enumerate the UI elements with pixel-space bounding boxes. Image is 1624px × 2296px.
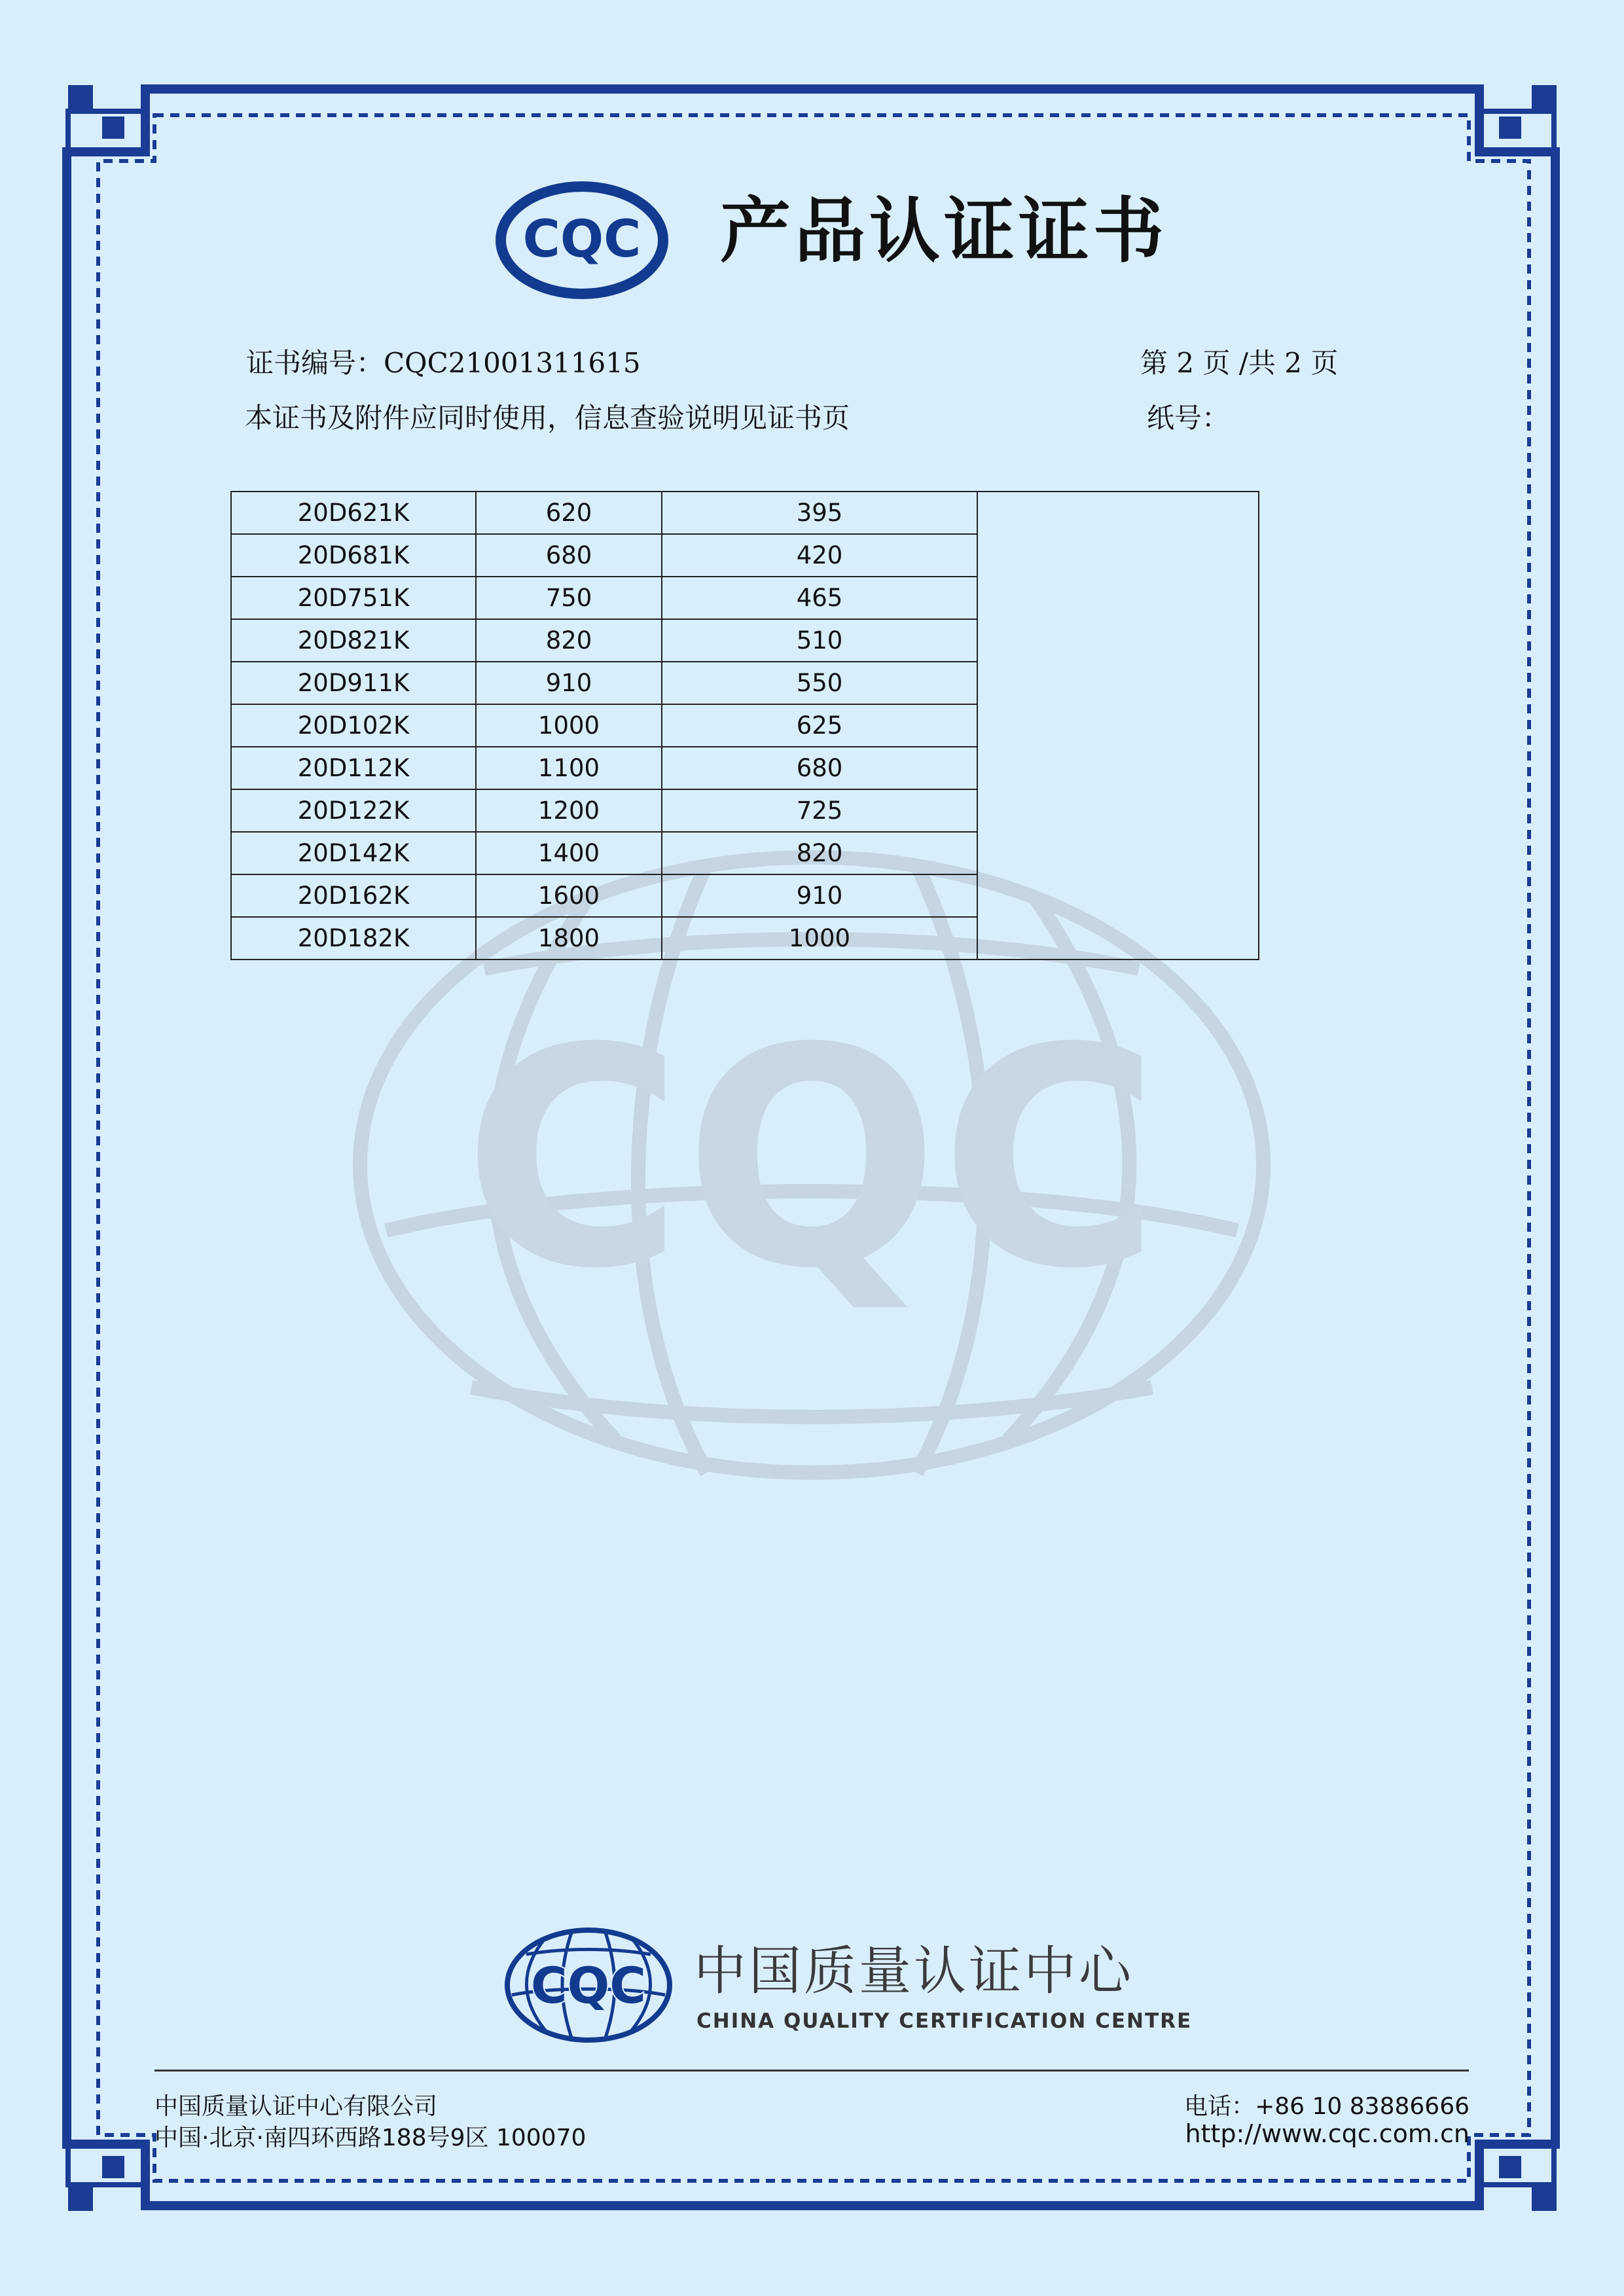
footer-logo-text: CQC — [530, 1956, 647, 2015]
model-cell: 20D681K — [231, 534, 476, 577]
voltage-cell: 1400 — [476, 832, 662, 874]
voltage-cell: 1800 — [476, 917, 662, 960]
logo-text: CQC — [522, 210, 641, 269]
usage-notice: 本证书及附件应同时使用，信息查验说明见证书页 — [245, 402, 850, 434]
rating-cell: 465 — [662, 577, 977, 619]
website-link[interactable]: http://www.cqc.com.cn — [1185, 2119, 1470, 2148]
rating-cell: 395 — [662, 492, 977, 534]
rating-cell: 725 — [662, 789, 977, 832]
rating-cell: 1000 — [662, 917, 977, 960]
cert-number-label: 证书编号： — [246, 347, 384, 379]
page-title: 产品认证证书 — [720, 190, 1168, 272]
rating-cell: 420 — [662, 534, 977, 577]
voltage-cell: 1000 — [476, 704, 662, 747]
voltage-cell: 820 — [476, 619, 662, 662]
org-name-cn: 中国质量认证中心 — [694, 1941, 1134, 2001]
merged-empty-cell — [977, 492, 1259, 960]
model-cell: 20D112K — [231, 747, 476, 789]
page-info: 第 2 页 /共 2 页 — [1140, 347, 1339, 379]
footer-divider — [154, 2070, 1469, 2072]
rating-cell: 625 — [662, 704, 977, 747]
model-cell: 20D621K — [231, 492, 476, 534]
watermark-text: CQC — [462, 984, 1161, 1335]
voltage-cell: 680 — [476, 534, 662, 577]
model-cell: 20D911K — [231, 662, 476, 704]
cqc-logo — [492, 178, 672, 302]
company-address: 中国·北京·南四环西路188号9区 100070 — [154, 2125, 586, 2151]
model-cell: 20D122K — [231, 789, 476, 832]
rating-cell: 510 — [662, 619, 977, 662]
rating-cell: 550 — [662, 662, 977, 704]
org-name-en: CHINA QUALITY CERTIFICATION CENTRE — [696, 2009, 1193, 2033]
voltage-cell: 620 — [476, 492, 662, 534]
voltage-cell: 1600 — [476, 874, 662, 917]
model-cell: 20D751K — [231, 577, 476, 619]
rating-cell: 680 — [662, 747, 977, 789]
company-name: 中国质量认证中心有限公司 — [154, 2093, 438, 2120]
cert-number: CQC21001311615 — [384, 347, 641, 379]
paper-number-label: 纸号： — [1147, 402, 1230, 434]
model-cell: 20D142K — [231, 832, 476, 874]
voltage-cell: 1200 — [476, 789, 662, 832]
model-table — [230, 491, 1259, 960]
phone-number: 电话：+86 10 83886666 — [1184, 2093, 1470, 2120]
rating-cell: 910 — [662, 874, 977, 917]
globe-logo — [500, 1923, 677, 2047]
model-cell: 20D102K — [231, 704, 476, 747]
model-cell: 20D182K — [231, 917, 476, 960]
voltage-cell: 910 — [476, 662, 662, 704]
model-cell: 20D821K — [231, 619, 476, 662]
voltage-cell: 750 — [476, 577, 662, 619]
model-cell: 20D162K — [231, 874, 476, 917]
table-row — [231, 492, 1259, 534]
cert-number-line — [246, 342, 641, 381]
rating-cell: 820 — [662, 832, 977, 874]
voltage-cell: 1100 — [476, 747, 662, 789]
